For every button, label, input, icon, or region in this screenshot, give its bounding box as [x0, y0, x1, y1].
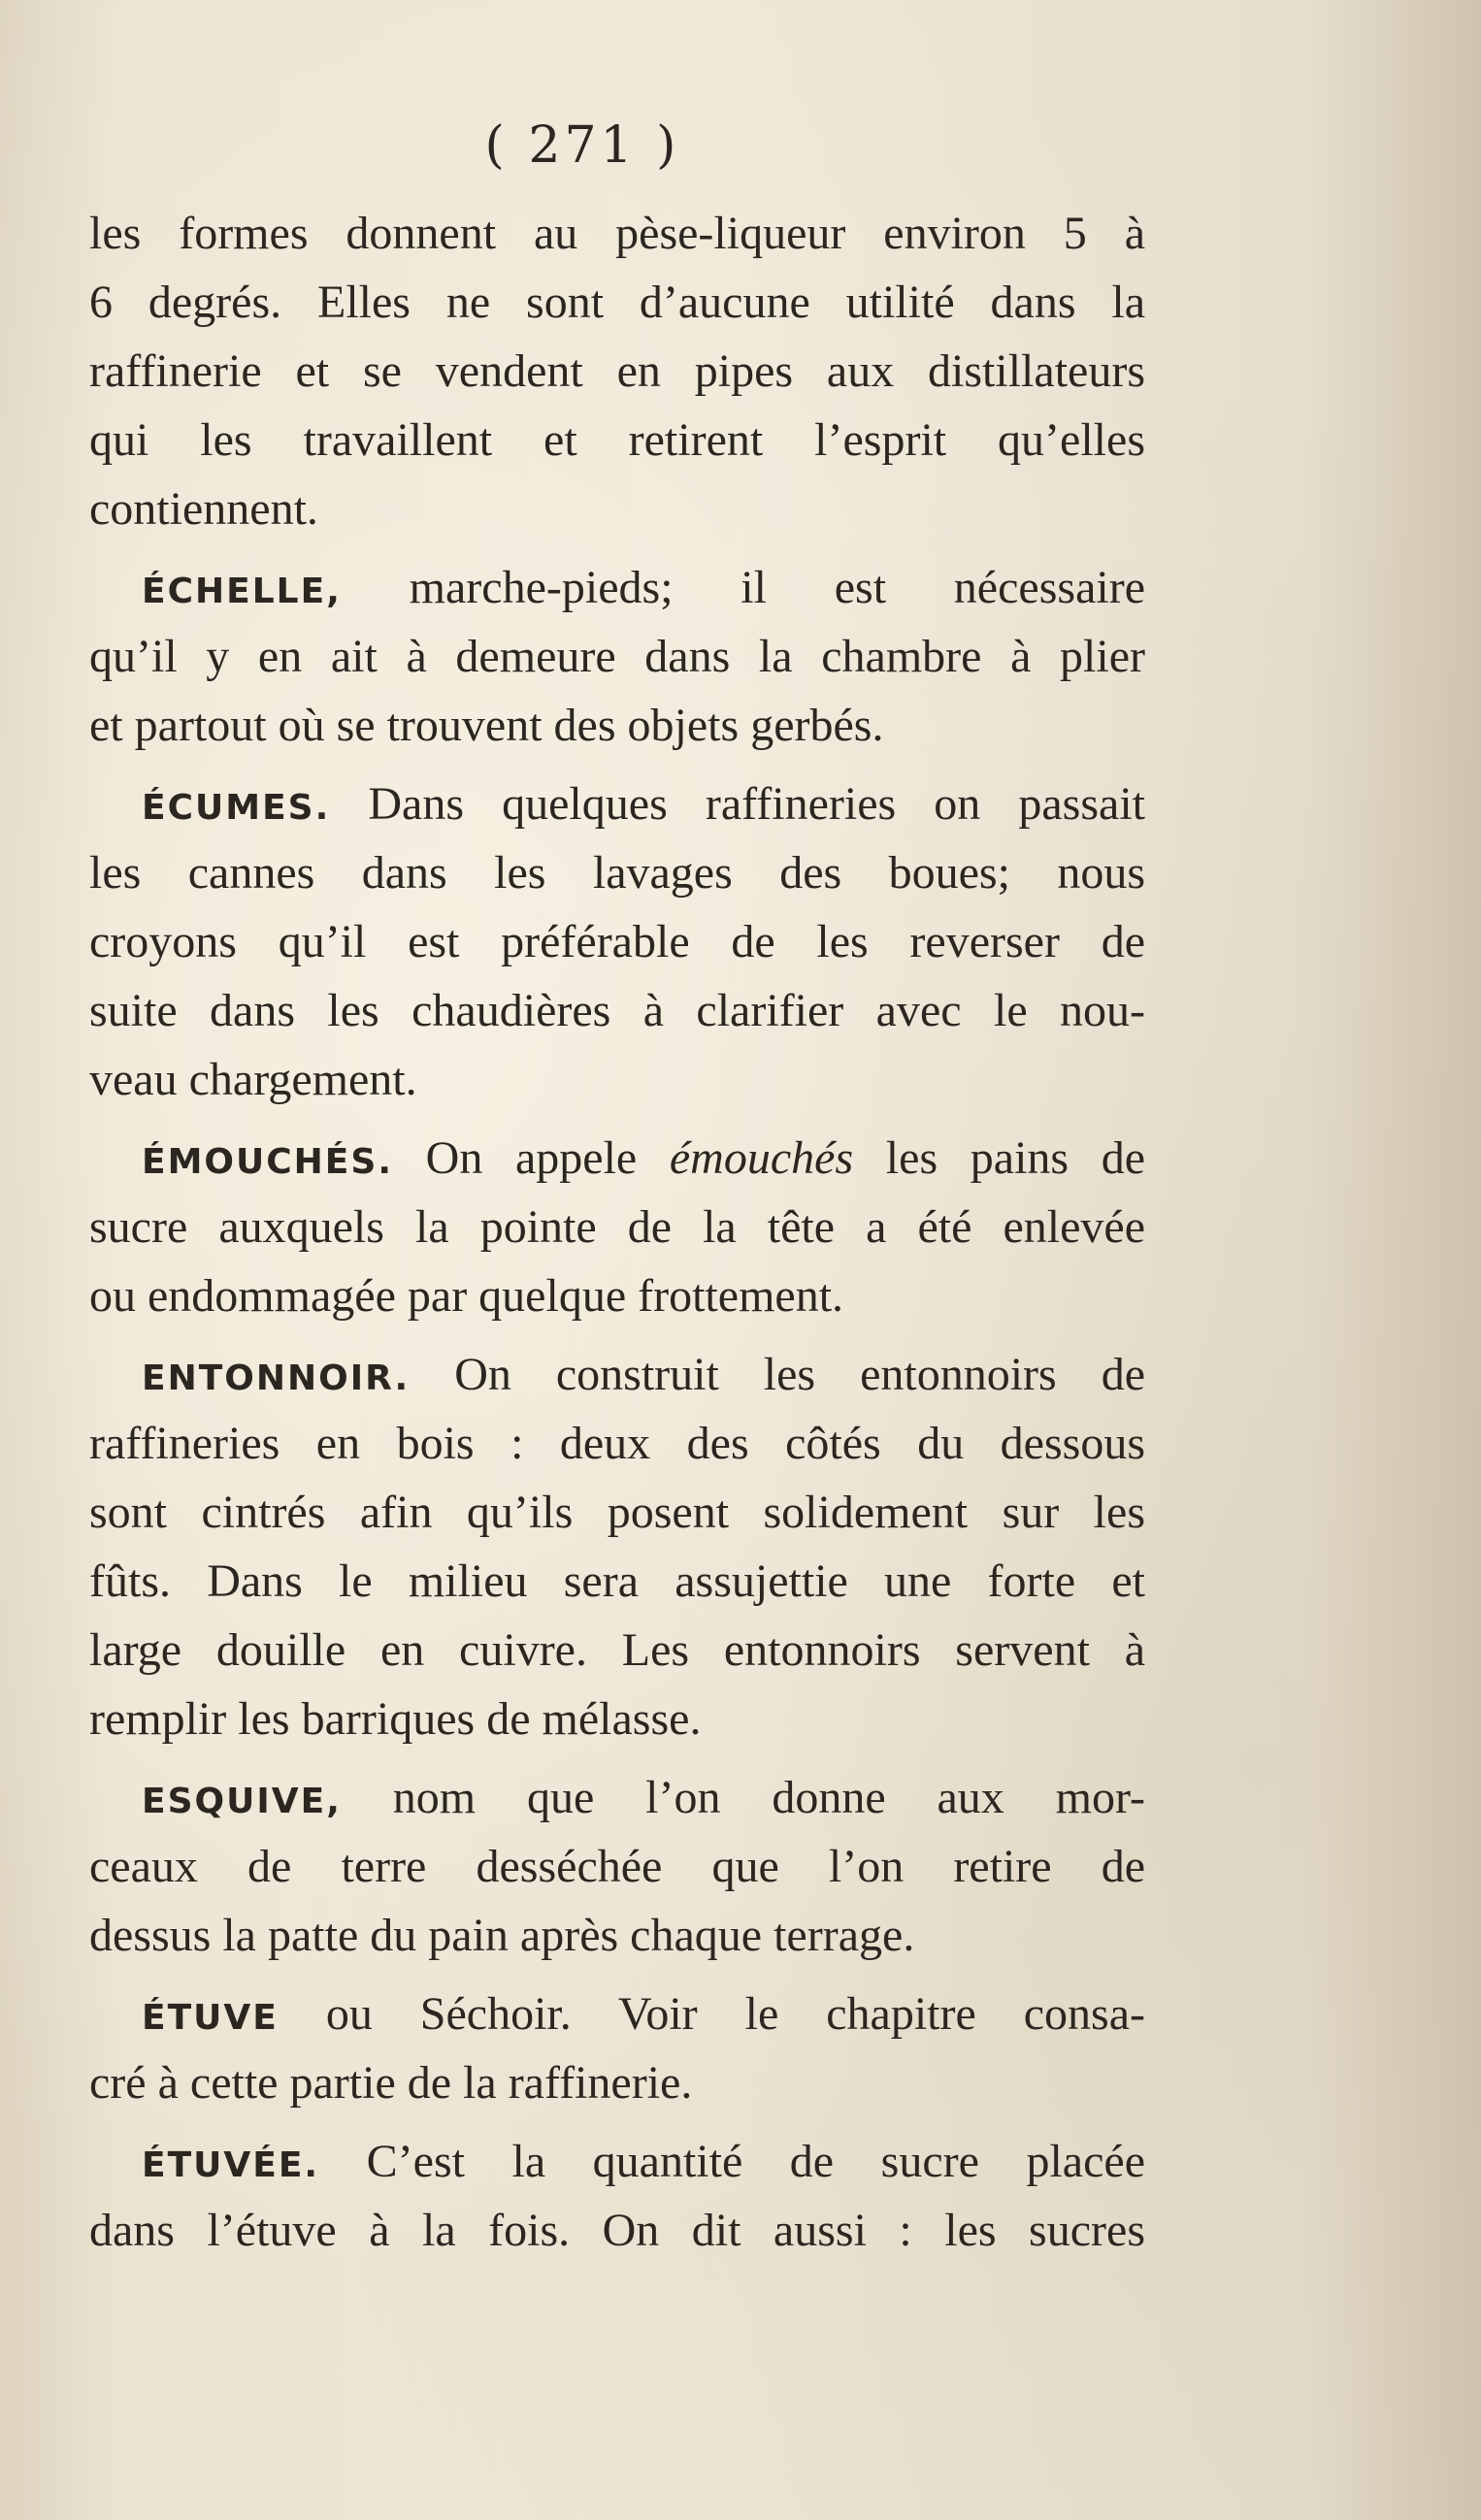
page-number: ( 271 )	[484, 116, 680, 175]
entry-text: marche-pieds; il est nécessaire	[409, 562, 1145, 613]
entry-ecumes	[89, 769, 1145, 838]
text-line: remplir les barriques de mélasse.	[89, 1693, 702, 1745]
text-line: large douille en cuivre. Les entonnoirs servent à	[89, 1624, 1145, 1676]
headword: ENTONNOIR.	[142, 1358, 411, 1398]
page-text	[89, 199, 1145, 2265]
headword: ÉTUVE	[142, 1998, 279, 2038]
text-line: veau chargement.	[89, 1054, 417, 1105]
text-line: contiennent.	[89, 483, 318, 535]
text-line: les formes donnent au pèse-liqueur environ 5 à	[89, 208, 1145, 259]
entry-text: Dans quelques raffineries on passait	[368, 778, 1146, 830]
text-line: dessus la patte du pain après chaque terrage.	[89, 1910, 915, 1961]
text-line: ou endommagée par quelque frottement.	[89, 1270, 844, 1322]
entry-text: ou Séchoir. Voir le chapitre consa-	[325, 1988, 1146, 2040]
text-line: sont cintrés afin qu’ils posent solidement sur les	[89, 1487, 1145, 1538]
text-line: qu’il y en ait à demeure dans la chambre à plier	[89, 631, 1145, 682]
text-line: 6 degrés. Elles ne sont d’aucune utilité dans la	[89, 277, 1145, 328]
entry-emouches	[89, 1124, 1145, 1193]
headword: ÉCHELLE,	[142, 572, 342, 611]
entry-etuve	[89, 1980, 1145, 2048]
text-line: cré à cette partie de la raffinerie.	[89, 2057, 693, 2109]
text-line: croyons qu’il est préférable de les reverser de	[89, 916, 1145, 967]
entry-text: C’est la quantité de sucre placée	[366, 2136, 1145, 2187]
headword: ÉTUVÉE.	[142, 2145, 320, 2185]
entry-etuvee	[89, 2127, 1145, 2196]
text-line: raffinerie et se vendent en pipes aux distillateurs	[89, 345, 1145, 397]
text-line: raffineries en bois : deux des côtés du dessous	[89, 1418, 1145, 1469]
entry-entonnoir	[89, 1340, 1145, 1409]
entry-text: On appele	[425, 1132, 638, 1184]
text-line: sucre auxquels la pointe de la tête a été enlevée	[89, 1201, 1145, 1253]
headword: ÉCUMES.	[142, 788, 331, 828]
entry-text: nom que l’on donne aux mor-	[392, 1772, 1146, 1823]
entry-text: les pains de	[885, 1132, 1146, 1184]
italic-term: émouchés	[669, 1132, 854, 1184]
headword: ÉMOUCHÉS.	[142, 1142, 393, 1182]
entry-text: On construit les entonnoirs de	[454, 1349, 1146, 1400]
text-line: les cannes dans les lavages des boues; nous	[89, 847, 1145, 899]
entry-echelle	[89, 553, 1145, 622]
entry-esquive	[89, 1763, 1145, 1832]
text-line: et partout où se trouvent des objets gerbés.	[89, 700, 884, 751]
text-line: suite dans les chaudières à clarifier avec le nou-	[89, 985, 1145, 1036]
text-line: ceaux de terre desséchée que l’on retire de	[89, 1841, 1145, 1892]
text-line: fûts. Dans le milieu sera assujettie une forte et	[89, 1555, 1145, 1607]
text-line: dans l’étuve à la fois. On dit aussi : les sucres	[89, 2205, 1145, 2256]
text-line: qui les travaillent et retirent l’esprit qu’elles	[89, 414, 1145, 466]
headword: ESQUIVE,	[142, 1782, 342, 1821]
